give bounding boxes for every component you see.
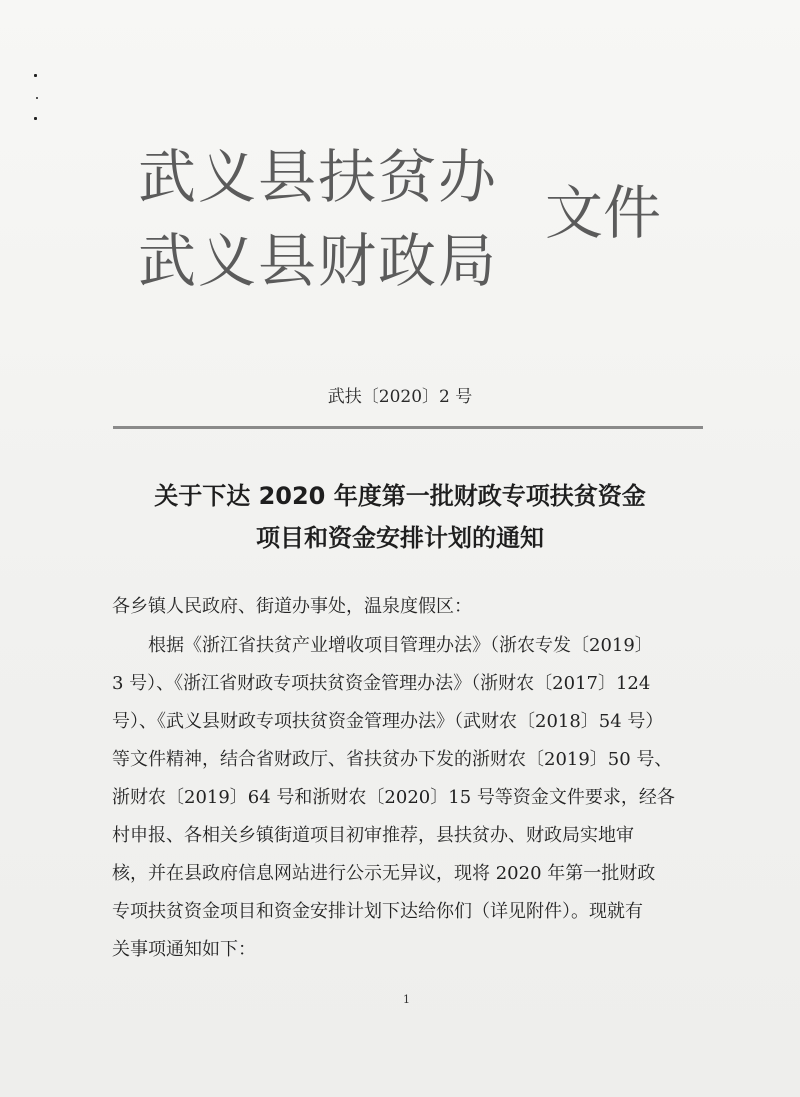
notice-title-line-1: 关于下达 2020 年度第一批财政专项扶贫资金 xyxy=(154,482,646,510)
scan-speck xyxy=(34,117,37,120)
scan-speck xyxy=(36,97,38,99)
header-divider xyxy=(113,426,703,429)
body-line: 3 号）、《浙江省财政专项扶贫资金管理办法》（浙财农〔2017〕124 xyxy=(112,673,651,694)
body-line: 村申报、各相关乡镇街道项目初审推荐，县扶贫办、财政局实地审 xyxy=(112,825,634,846)
body-line: 核，并在县政府信息网站进行公示无异议，现将 2020 年第一批财政 xyxy=(112,863,656,884)
body-line: 根据《浙江省扶贫产业增收项目管理办法》（浙农专发〔2019〕 xyxy=(148,635,653,656)
body-line: 浙财农〔2019〕64 号和浙财农〔2020〕15 号等资金文件要求，经各 xyxy=(112,787,675,808)
body-line: 专项扶贫资金项目和资金安排计划下达给你们（详见附件）。现就有 xyxy=(112,901,643,922)
body-line: 关事项通知如下： xyxy=(112,939,256,960)
scan-speck xyxy=(34,74,37,77)
issuing-org-line-2: 武义县财政局 xyxy=(138,227,499,295)
salutation: 各乡镇人民政府、街道办事处，温泉度假区： xyxy=(112,596,472,617)
issuing-org-line-1: 武义县扶贫办 xyxy=(138,143,499,211)
document-number: 武扶〔2020〕2 号 xyxy=(327,387,473,407)
body-line: 号）、《武义县财政专项扶贫资金管理办法》（武财农〔2018〕54 号） xyxy=(112,711,664,732)
page-number: 1 xyxy=(403,993,410,1006)
document-type-label: 文件 xyxy=(545,179,662,247)
notice-title-line-2: 项目和资金安排计划的通知 xyxy=(256,524,544,552)
body-line: 等文件精神，结合省财政厅、省扶贫办下发的浙财农〔2019〕50 号、 xyxy=(112,749,673,770)
